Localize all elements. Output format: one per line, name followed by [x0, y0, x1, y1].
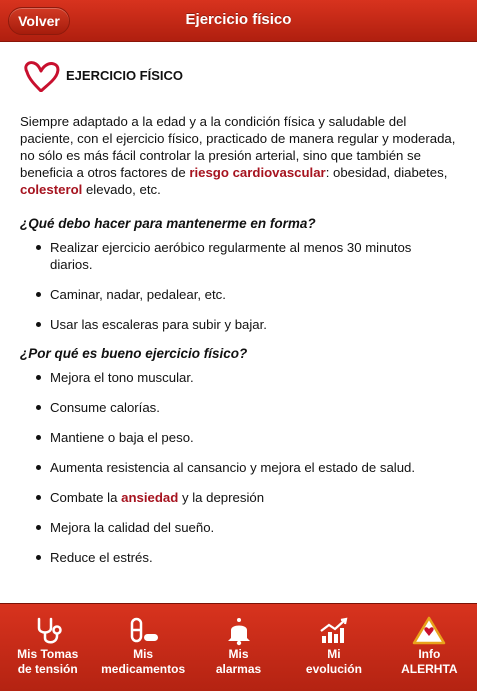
list-item: Aumenta resistencia al cansancio y mejora el estado de salud. [20, 459, 457, 476]
intro-paragraph [20, 113, 457, 198]
list-item-text: y la depresión [178, 490, 265, 505]
stethoscope-icon [31, 616, 65, 646]
tab-mis-medicamentos[interactable] [95, 604, 190, 691]
list-item: Consume calorías. [20, 399, 457, 416]
page-title: Ejercicio físico [185, 11, 292, 28]
list-item: Mejora el tono muscular. [20, 369, 457, 386]
tab-mis-alarmas[interactable] [191, 604, 286, 691]
tab-mi-evolucion[interactable] [286, 604, 381, 691]
pills-icon [126, 616, 160, 646]
heart-logo-icon [22, 60, 68, 92]
tab-mis-tomas[interactable] [0, 604, 95, 691]
list-item: Caminar, nadar, pedalear, etc. [20, 286, 457, 303]
intro-text: : obesidad, diabetes, [325, 165, 448, 180]
list-item-text: Combate la [50, 490, 122, 505]
list-item: Usar las escaleras para subir y bajar. [20, 316, 457, 333]
list-item: Mantiene o baja el peso. [20, 429, 457, 446]
section-header [20, 42, 457, 104]
tab-label: Mis Tomas de tensión [17, 647, 79, 676]
tab-label: Info ALERHTA [401, 647, 458, 676]
cholesterol-link[interactable]: colesterol [20, 182, 83, 197]
bottom-tab-bar [0, 603, 477, 691]
warning-heart-icon [412, 616, 446, 646]
section-heading: EJERCICIO FÍSICO [66, 68, 184, 83]
intro-text: Siempre adaptado a la edad y a la condición física y saludable del paciente, con el ejercicio físico, practicado de manera regular y moderada, no sólo es más fácil controlar la presión arterial, sino que también se beneficia a otros factores de [20, 114, 456, 180]
tab-label: Mis alarmas [215, 647, 262, 676]
list-item: Reduce el estrés. [20, 549, 457, 566]
chart-icon [317, 616, 351, 646]
tab-label: Mis medicamentos [101, 647, 186, 676]
content-area[interactable] [0, 42, 477, 603]
top-bar [0, 0, 477, 42]
risk-cardiovascular-link[interactable]: riesgo cardiovascular [189, 165, 326, 180]
tab-label: Mi evolución [305, 647, 362, 676]
benefits-list [20, 369, 457, 566]
list-item: Realizar ejercicio aeróbico regularmente al menos 30 minutos diarios. [20, 239, 457, 273]
question-heading: ¿Por qué es bueno ejercicio físico? [20, 346, 248, 361]
list-item: Mejora la calidad del sueño. [20, 519, 457, 536]
anxiety-link[interactable]: ansiedad [121, 490, 179, 505]
tips-list [20, 239, 457, 333]
intro-text: elevado, etc. [82, 182, 161, 197]
bell-icon [222, 616, 256, 646]
tab-info-alerhta[interactable] [382, 604, 477, 691]
list-item [20, 489, 457, 506]
question-heading: ¿Qué debo hacer para mantenerme en forma? [20, 216, 316, 231]
back-button[interactable]: Volver [8, 7, 70, 35]
